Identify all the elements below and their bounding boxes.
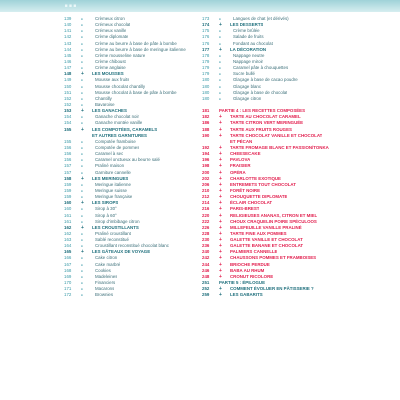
entry-title: Crémeux chocolat xyxy=(95,22,131,28)
entry-title: BABA AU RHUM xyxy=(230,267,265,273)
bullet-icon: ● xyxy=(219,90,221,95)
entry-title: TARTE FROMAGE BLANC ET PASSION/TONKA xyxy=(230,144,329,150)
entry-title: Cake marbré xyxy=(95,261,121,267)
entry-title: Meringue française xyxy=(95,194,133,200)
toc-section-heading[interactable] xyxy=(202,292,352,298)
page-number: 222 xyxy=(202,218,210,224)
entry-title: TARTE AUX FRUITS ROUGES xyxy=(230,126,292,132)
page-number: 192 xyxy=(202,144,210,150)
entry-title: Madeleines xyxy=(95,273,118,279)
header-title: … xyxy=(64,0,81,11)
bullet-icon: ● xyxy=(81,115,83,120)
bullet-icon: + xyxy=(219,218,222,225)
bullet-icon: ● xyxy=(219,96,221,101)
bullet-icon: ● xyxy=(81,59,83,64)
bullet-icon: ● xyxy=(81,182,83,187)
bullet-icon: ● xyxy=(81,90,83,95)
bullet-icon: + xyxy=(219,273,222,280)
bullet-icon: ● xyxy=(219,17,221,21)
bullet-icon: + xyxy=(219,169,222,176)
page-number: 178 xyxy=(202,52,210,58)
bullet-icon: ● xyxy=(81,256,83,261)
entry-title: Sablé reconstitué xyxy=(95,237,129,243)
entry-title: Compotée framboise xyxy=(95,138,136,144)
entry-title: Ganache chocolat noir xyxy=(95,114,139,120)
entry-title: Crème diplomate xyxy=(95,34,129,40)
entry-title: Mousse chocolat chantilly xyxy=(95,83,146,89)
entry-title: Crème au beurre à base de meringue italienne xyxy=(95,46,186,52)
entry-title: Brownies xyxy=(95,292,114,298)
entry-title: LES CROUSTILLANTS xyxy=(92,224,139,230)
bullet-icon: ● xyxy=(81,35,83,40)
page-number: 259 xyxy=(202,292,210,298)
bullet-icon: ● xyxy=(81,102,83,107)
page-number: 206 xyxy=(202,181,210,187)
bullet-icon: ● xyxy=(219,84,221,89)
page-number: 158 xyxy=(64,175,72,181)
entry-title: Macarons xyxy=(95,286,115,292)
entry-title: Nappage neutre xyxy=(233,52,265,58)
bullet-icon: ● xyxy=(81,41,83,46)
entry-title: Glaçage à base de cacao poudre xyxy=(233,77,298,83)
page-number: 142 xyxy=(64,34,72,40)
page-number: 154 xyxy=(64,120,72,126)
toc-entry[interactable] xyxy=(64,292,209,298)
page-number: 180 xyxy=(202,89,210,95)
bullet-icon: ● xyxy=(81,268,83,273)
entry-title: Meringue suisse xyxy=(95,187,127,193)
page-number: 248 xyxy=(202,273,210,279)
entry-title: Crème chiboust xyxy=(95,58,126,64)
page-number: 188 xyxy=(202,126,210,132)
bullet-icon: ● xyxy=(81,152,83,157)
bullet-icon: ● xyxy=(81,274,83,279)
page-number: 180 xyxy=(202,83,210,89)
entry-title: Fondant au chocolat xyxy=(233,40,273,46)
page-number: 170 xyxy=(64,280,72,286)
bullet-icon: ● xyxy=(81,53,83,58)
page-number: 212 xyxy=(202,194,210,200)
page-number: 139 xyxy=(64,16,72,21)
bullet-icon: + xyxy=(219,132,222,139)
bullet-icon: + xyxy=(219,181,222,188)
page-number: 151 xyxy=(64,89,72,95)
entry-title: Nappage miroir xyxy=(233,58,264,64)
entry-title: GALETTE VANILLE ET CHOCOLAT xyxy=(230,237,303,243)
entry-title: FRAISIER xyxy=(230,163,251,169)
page-number: 176 xyxy=(202,34,210,40)
entry-title: OPÉRA xyxy=(230,169,246,175)
entry-title: Sirop d'imbibage citron xyxy=(95,218,140,224)
entry-title: ET PÉCAN xyxy=(230,138,253,144)
bullet-icon: + xyxy=(219,175,222,182)
bullet-icon: ● xyxy=(81,244,83,249)
bullet-icon: + xyxy=(219,200,222,207)
bullet-icon: + xyxy=(81,71,84,78)
page-number: 172 xyxy=(64,292,72,298)
entry-title: Glaçage citron xyxy=(233,95,262,101)
entry-title: Crème mousseline nature xyxy=(95,52,146,58)
page-number: 236 xyxy=(202,243,210,249)
entry-title: Bavaroise xyxy=(95,101,115,107)
entry-title: CHOUX CRAQUELIN POIRE SPÉCULOOS xyxy=(230,218,317,224)
page-number: 179 xyxy=(202,65,210,71)
entry-title: TARTE CHOCOLAT VANILLE ET CHOCOLAT xyxy=(230,132,323,138)
bullet-icon: ● xyxy=(81,145,83,150)
entry-title: MILLEFEUILLE VANILLE PRALINÉ xyxy=(230,224,302,230)
entry-title: Langues de chat (et dérivés) xyxy=(233,16,289,21)
page-number: 161 xyxy=(64,218,72,224)
page-number: 143 xyxy=(64,40,72,46)
bullet-icon: + xyxy=(219,144,222,151)
entry-title: CHEESECAKE xyxy=(230,151,261,157)
page-number: 159 xyxy=(64,187,72,193)
bullet-icon: ● xyxy=(219,41,221,46)
entry-title: Mousse aux fruits xyxy=(95,77,130,83)
page-number: 179 xyxy=(202,71,210,77)
bullet-icon: + xyxy=(219,114,222,121)
entry-title: GALETTE BANANE ET CHOCOLAT xyxy=(230,243,304,249)
entry-title: Crèmeux citron xyxy=(95,16,125,21)
page-number: 145 xyxy=(64,52,72,58)
entry-title: LA DÉCORATION xyxy=(230,46,267,52)
entry-title: TARTE FINE AUX POMMES xyxy=(230,230,287,236)
entry-title: Croustillant reconstitué chocolat blanc xyxy=(95,243,169,249)
entry-title: Sirop à 60° xyxy=(95,212,117,218)
bullet-icon: + xyxy=(219,206,222,213)
bullet-icon: + xyxy=(219,46,222,53)
page-number: 146 xyxy=(64,58,72,64)
page-number: 164 xyxy=(64,243,72,249)
bullet-icon: ● xyxy=(219,66,221,71)
page-number: 196 xyxy=(202,157,210,163)
bullet-icon: ● xyxy=(219,53,221,58)
entry-title: Glaçage blanc xyxy=(233,83,262,89)
bullet-icon: ● xyxy=(81,96,83,101)
entry-title: CHARLOTTE EXOTIQUE xyxy=(230,175,281,181)
bullet-icon: ● xyxy=(81,281,83,286)
entry-title: Caramel à sec xyxy=(95,151,124,157)
page-number: 202 xyxy=(202,175,210,181)
bullet-icon: ● xyxy=(81,23,83,28)
bullet-icon: ● xyxy=(81,213,83,218)
entry-title: Chantilly xyxy=(95,95,112,101)
bullet-icon: + xyxy=(219,151,222,158)
bullet-icon: ● xyxy=(219,35,221,40)
page-number: 150 xyxy=(64,83,72,89)
page-number: 228 xyxy=(202,230,210,236)
entry-title: BRIOCHE PERDUE xyxy=(230,261,270,267)
bullet-icon: + xyxy=(81,200,84,207)
page-number: 177 xyxy=(202,46,210,52)
entry-title: ENTREMETS TOUT CHOCOLAT xyxy=(230,181,296,187)
bullet-icon: + xyxy=(219,187,222,194)
entry-title: TARTE CITRON VERT MERINGUÉE xyxy=(230,120,304,126)
bullet-icon: + xyxy=(81,224,84,231)
bullet-icon: + xyxy=(219,267,222,274)
bullet-icon: ● xyxy=(81,293,83,298)
bullet-icon: ● xyxy=(81,17,83,21)
page-number: 162 xyxy=(64,230,72,236)
page-number: 168 xyxy=(64,267,72,273)
bullet-icon: + xyxy=(219,286,222,293)
page-number: 153 xyxy=(64,108,72,114)
page-number: 154 xyxy=(64,114,72,120)
bullet-icon: + xyxy=(219,120,222,127)
entry-title: RELIGIEUSES ANANAS, CITRON ET MIEL xyxy=(230,212,318,218)
bullet-icon: + xyxy=(219,261,222,268)
entry-title: COMMENT ÉVOLUER EN PÂTISSERIE ? xyxy=(230,286,314,292)
entry-title: LES MERINGUES xyxy=(92,175,129,181)
entry-title: Praliné croustillant xyxy=(95,230,131,236)
entry-title: TARTE AU CHOCOLAT CARAMEL xyxy=(230,114,301,120)
bullet-icon: + xyxy=(219,163,222,170)
page-number: 155 xyxy=(64,126,72,132)
entry-title: Sirop à 30° xyxy=(95,206,117,212)
bullet-icon: ● xyxy=(219,29,221,34)
page-number: 173 xyxy=(202,16,210,21)
entry-title: Ganache montée vanille xyxy=(95,120,143,126)
entry-title: PARTIE 5 : ÉPILOGUE xyxy=(219,280,266,286)
entry-title: LES GÂTEAUX DE VOYAGE xyxy=(92,249,151,255)
entry-title: Meringue italienne xyxy=(95,181,131,187)
entry-title: ÉCLAIR CHOCOLAT xyxy=(230,200,273,206)
bullet-icon: ● xyxy=(81,287,83,292)
entry-title: Praliné maison xyxy=(95,163,125,169)
bullet-icon: + xyxy=(219,224,222,231)
entry-title: Sucre bullé xyxy=(233,71,255,77)
bullet-icon: + xyxy=(219,22,222,29)
entry-title: Crème brûlée xyxy=(233,28,260,34)
page-number: 179 xyxy=(202,58,210,64)
page-number: 166 xyxy=(64,255,72,261)
bullet-icon: + xyxy=(219,255,222,262)
page-number: 157 xyxy=(64,163,72,169)
entry-title: PALMIERS CANNELLE xyxy=(230,249,278,255)
page-number: 194 xyxy=(202,151,210,157)
bullet-icon: ● xyxy=(81,29,83,34)
entry-title: LES GANACHES xyxy=(92,108,127,114)
entry-title: PARIS-BREST xyxy=(230,206,260,212)
page-number: 180 xyxy=(202,95,210,101)
page-number: 175 xyxy=(202,28,210,34)
page-number: 186 xyxy=(202,120,210,126)
entry-title: Mousse chocolat à base de pâte à bombe xyxy=(95,89,177,95)
page-number: 160 xyxy=(64,200,72,206)
bullet-icon: ● xyxy=(81,121,83,126)
entry-title: LES DESSERTS xyxy=(230,22,264,28)
bullet-icon: + xyxy=(219,230,222,237)
page-number: 244 xyxy=(202,261,210,267)
bullet-icon: + xyxy=(81,126,84,133)
page-number: 152 xyxy=(64,101,72,107)
entry-title: CRONUT RICOLORE xyxy=(230,273,274,279)
page-number: 160 xyxy=(64,206,72,212)
bullet-icon: ● xyxy=(219,59,221,64)
page-number: 210 xyxy=(202,187,210,193)
page-number: 144 xyxy=(64,46,72,52)
page-number: 141 xyxy=(64,28,72,34)
page-number: 242 xyxy=(202,255,210,261)
entry-title: Compotée de pommes xyxy=(95,144,140,150)
entry-title: Crème au beurre à base de pâte à bombe xyxy=(95,40,177,46)
page-number: 216 xyxy=(202,206,210,212)
bullet-icon: + xyxy=(219,237,222,244)
page-number: 157 xyxy=(64,169,72,175)
entry-title: FORÊT NOIRE xyxy=(230,187,261,193)
bullet-icon: ● xyxy=(81,238,83,243)
bullet-icon: + xyxy=(219,249,222,256)
page-number: 156 xyxy=(64,151,72,157)
toc-left-column xyxy=(64,16,209,298)
page-number: 140 xyxy=(64,22,72,28)
page-number: 149 xyxy=(64,77,72,83)
bullet-icon: ● xyxy=(81,47,83,52)
page-number: 162 xyxy=(64,224,72,230)
page-number: 148 xyxy=(64,71,72,77)
page-number: 180 xyxy=(202,77,210,83)
page-number: 147 xyxy=(64,65,72,71)
page-number: 167 xyxy=(64,261,72,267)
page-number: 252 xyxy=(202,286,210,292)
page-number: 240 xyxy=(202,249,210,255)
entry-title: Cake citron xyxy=(95,255,118,261)
bullet-icon: + xyxy=(219,194,222,201)
page-number: 161 xyxy=(64,212,72,218)
bullet-icon: ● xyxy=(219,78,221,83)
bullet-icon: ● xyxy=(81,170,83,175)
entry-title: Glaçage à base de chocolat xyxy=(233,89,288,95)
entry-title: Garniture cannelle xyxy=(95,169,131,175)
bullet-icon: ● xyxy=(81,188,83,193)
bullet-icon: ● xyxy=(81,158,83,163)
bullet-icon: + xyxy=(219,126,222,133)
bullet-icon: ● xyxy=(81,195,83,200)
page-number: 226 xyxy=(202,224,210,230)
page-number: 165 xyxy=(64,249,72,255)
entry-title: LES GABARITS xyxy=(230,292,263,298)
page-number: 159 xyxy=(64,181,72,187)
bullet-icon: ● xyxy=(81,139,83,144)
entry-title: ET AUTRES GARNITURES xyxy=(92,132,147,138)
bullet-icon: ● xyxy=(81,219,83,224)
entry-title: Crémeux vanille xyxy=(95,28,127,34)
entry-title: LES MOUSSES xyxy=(92,71,124,77)
bullet-icon: ● xyxy=(219,72,221,77)
page-number: 159 xyxy=(64,194,72,200)
bullet-icon: + xyxy=(219,157,222,164)
entry-title: LES COMPOTÉES, CARAMELS xyxy=(92,126,158,132)
bullet-icon: ● xyxy=(81,164,83,169)
page-number: 246 xyxy=(202,267,210,273)
entry-title: LES SIROPS xyxy=(92,200,119,206)
page-number: 198 xyxy=(202,163,210,169)
toc-right-column xyxy=(202,16,352,298)
page-number: 176 xyxy=(202,40,210,46)
entry-title: PAVLOVA xyxy=(230,157,251,163)
bullet-icon: + xyxy=(219,212,222,219)
page-number: 152 xyxy=(64,95,72,101)
entry-title: Cookies xyxy=(95,267,111,273)
page-number: 214 xyxy=(202,200,210,206)
page-number: 251 xyxy=(202,280,210,286)
page-number: 156 xyxy=(64,157,72,163)
page-number: 155 xyxy=(64,138,72,144)
page-number: 171 xyxy=(64,286,72,292)
entry-title: CHAUSSONS POMMES ET FRAMBOISES xyxy=(230,255,317,261)
page-number: 163 xyxy=(64,237,72,243)
page-number: 181 xyxy=(202,108,210,114)
page-number: 220 xyxy=(202,212,210,218)
bullet-icon: ● xyxy=(81,66,83,71)
page-number: 174 xyxy=(202,22,210,28)
bullet-icon: ● xyxy=(81,78,83,83)
bullet-icon: ● xyxy=(81,231,83,236)
page-number: 200 xyxy=(202,169,210,175)
bullet-icon: ● xyxy=(81,262,83,267)
entry-title: Salade de fruits xyxy=(233,34,264,40)
bullet-icon: + xyxy=(219,243,222,250)
page-number: 230 xyxy=(202,237,210,243)
page-number: 182 xyxy=(202,114,210,120)
entry-title: Caramel pâte à chouquettes xyxy=(233,65,289,71)
bullet-icon: + xyxy=(81,249,84,256)
entry-title: PARTIE 4 : LES RECETTES COMPOSÉES xyxy=(219,108,306,114)
bullet-icon: + xyxy=(81,108,84,115)
bullet-icon: + xyxy=(81,175,84,182)
page-number: 156 xyxy=(64,144,72,150)
page-number: 169 xyxy=(64,273,72,279)
bullet-icon: + xyxy=(219,292,222,299)
entry-title: Financiers xyxy=(95,280,116,286)
top-header-band xyxy=(0,0,400,12)
bullet-icon: ● xyxy=(81,84,83,89)
entry-title: CHOUQUETTE DIPLOMATE xyxy=(230,194,288,200)
page-number: 190 xyxy=(202,132,210,138)
entry-title: Caramel onctueux au beurre salé xyxy=(95,157,160,163)
bullet-icon: ● xyxy=(81,207,83,212)
entry-title: Crème anglaise xyxy=(95,65,126,71)
